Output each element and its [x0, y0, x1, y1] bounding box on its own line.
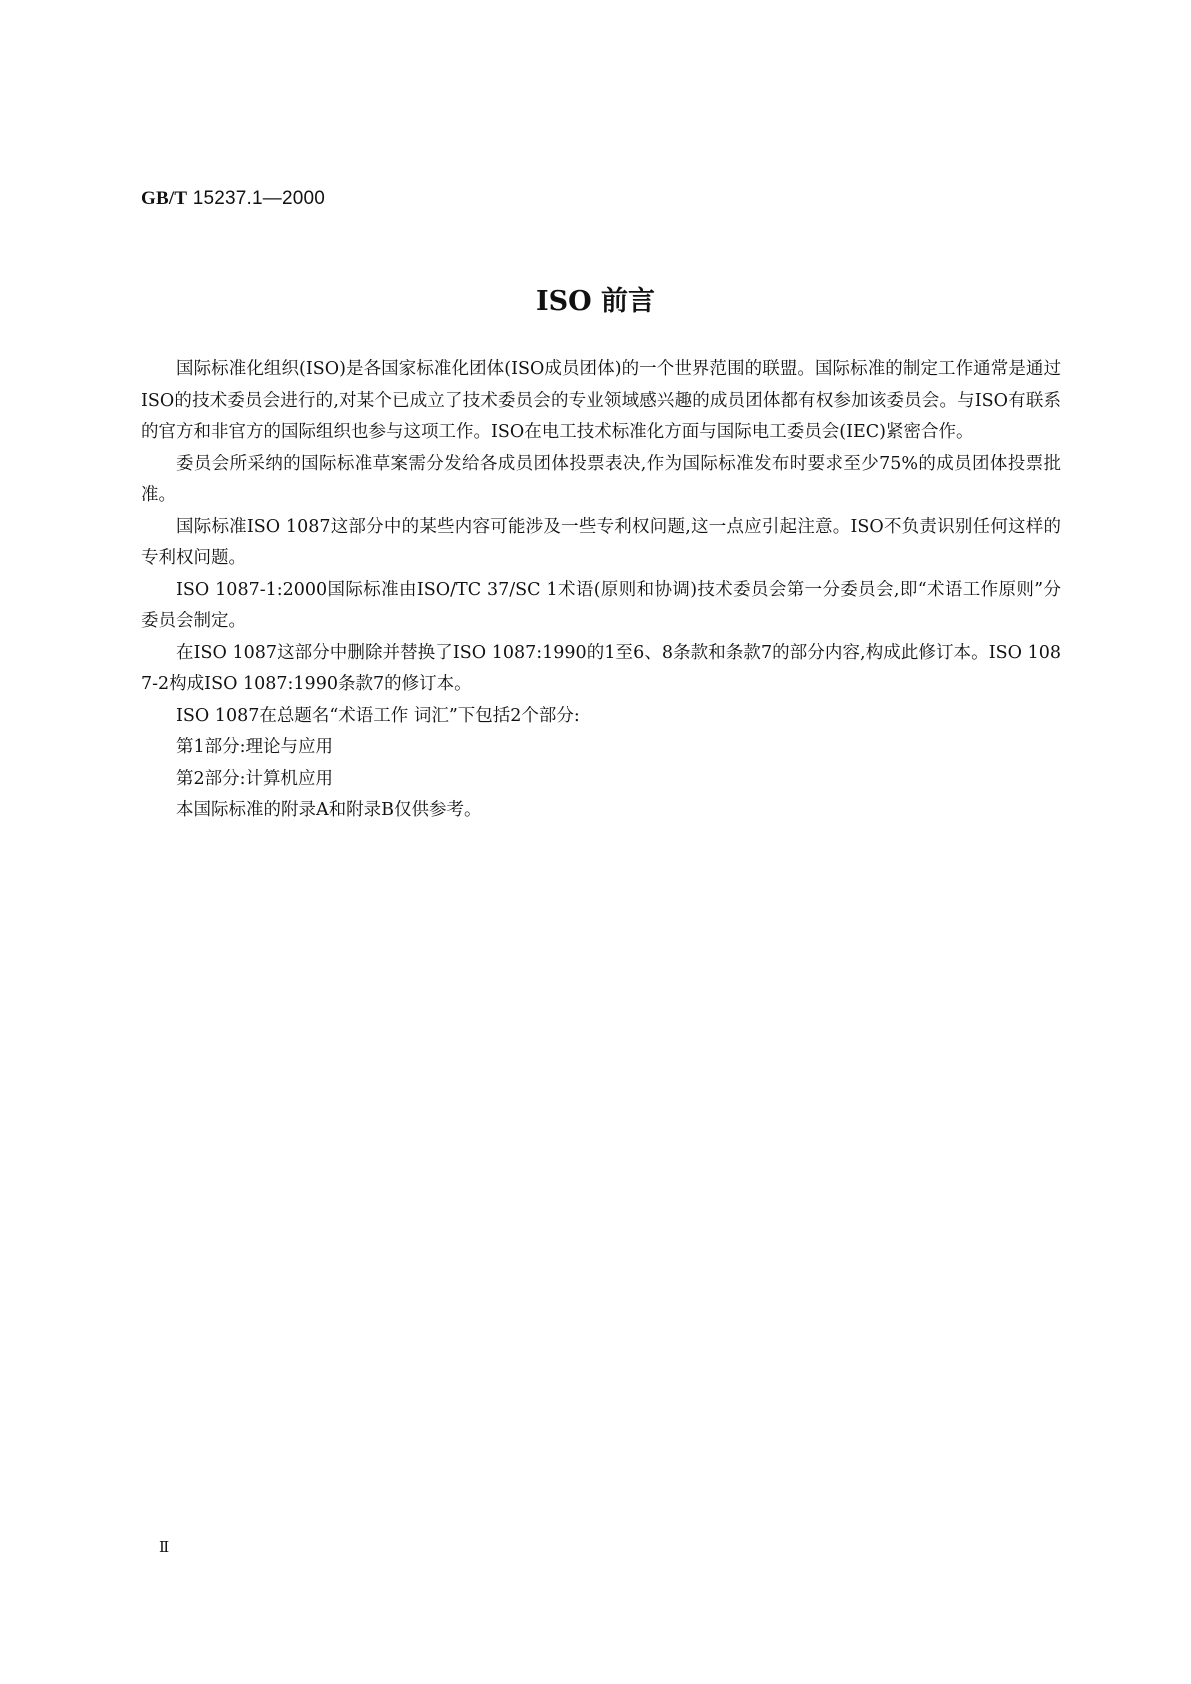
paragraph-patent-notice: 国际标准ISO 1087这部分中的某些内容可能涉及一些专利权问题,这一点应引起注意。ISO不负责识别任何这样的专利权问题。	[141, 516, 1061, 568]
paragraph-part-1: 第1部分:理论与应用	[176, 737, 334, 757]
page-number: Ⅱ	[159, 1538, 170, 1556]
standard-number	[141, 188, 325, 210]
paragraph-voting: 委员会所采纳的国际标准草案需分发给各成员团体投票表决,作为国际标准发布时要求至少75%的成员团体投票批准。	[141, 453, 1061, 505]
paragraph-revision: 在ISO 1087这部分中删除并替换了ISO 1087:1990的1至6、8条款和条款7的部分内容,构成此修订本。ISO 1087-2构成ISO 1087:1990条款7的修订本。	[141, 642, 1061, 694]
paragraph-parts-intro: ISO 1087在总题名“术语工作 词汇”下包括2个部分:	[176, 705, 580, 726]
paragraph-preparation: ISO 1087-1:2000国际标准由ISO/TC 37/SC 1术语(原则和协调)技术委员会第一分委员会,即“术语工作原则”分委员会制定。	[141, 579, 1061, 631]
paragraph-iso-description: 国际标准化组织(ISO)是各国家标准化团体(ISO成员团体)的一个世界范围的联盟。国际标准的制定工作通常是通过ISO的技术委员会进行的,对某个已成立了技术委员会的专业领域感兴趣的成员团体都有权参加该委员会。与ISO有联系的官方和非官方的国际组织也参与这项工作。ISO在电工技术标准化方面与国际电工委员会(IEC)紧密合作。	[141, 359, 1061, 442]
standard-prefix: GB/T	[141, 188, 188, 209]
page-title: ISO 前言	[535, 286, 656, 317]
paragraph-annexes: 本国际标准的附录A和附录B仅供参考。	[176, 800, 482, 820]
body-text	[141, 354, 1061, 827]
standard-code: 15237.1—2000	[192, 188, 326, 209]
paragraph-part-2: 第2部分:计算机应用	[176, 768, 334, 789]
